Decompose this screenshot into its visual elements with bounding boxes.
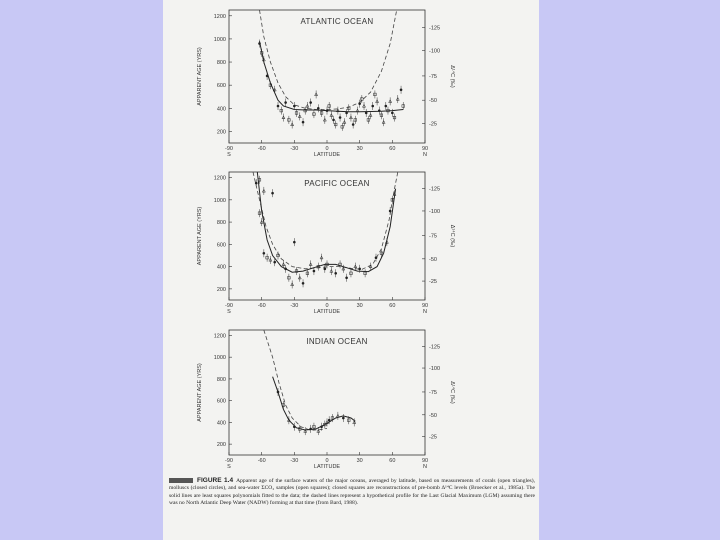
data-point xyxy=(358,100,361,108)
data-point xyxy=(263,249,266,257)
y2-tick-label: -125 xyxy=(429,186,441,193)
x-axis-label: LATITUDE xyxy=(313,309,341,315)
y-axis-label: APPARENT AGE (YRS) xyxy=(197,363,203,422)
data-point xyxy=(262,187,265,195)
point-marker xyxy=(345,112,348,115)
solid-fit-line xyxy=(273,377,356,430)
point-marker xyxy=(375,256,378,259)
figure-charts xyxy=(163,0,539,470)
x-tick-label: 60 xyxy=(389,303,396,309)
data-point xyxy=(354,263,357,271)
y2-tick-label: -25 xyxy=(429,121,437,128)
data-point xyxy=(367,116,370,124)
x-sublabel-south: S xyxy=(227,152,231,158)
data-point xyxy=(389,97,392,105)
x-tick-label: 90 xyxy=(421,146,429,152)
data-point xyxy=(332,116,335,124)
data-point xyxy=(317,104,320,112)
data-point xyxy=(342,414,345,422)
data-point xyxy=(271,189,274,197)
point-marker xyxy=(317,107,320,110)
point-marker xyxy=(302,282,305,285)
data-point xyxy=(339,260,342,268)
x-tick-label: -90 xyxy=(225,303,233,309)
y2-tick-label: -100 xyxy=(429,48,441,55)
data-point xyxy=(334,120,337,128)
data-point xyxy=(298,112,301,120)
data-point xyxy=(324,265,327,273)
plot-frame xyxy=(229,330,425,455)
y-tick-label: 1000 xyxy=(213,355,226,362)
point-marker xyxy=(391,112,394,115)
x-tick-label: -60 xyxy=(257,458,266,464)
data-point xyxy=(313,110,316,118)
x-sublabel-south: S xyxy=(227,309,231,315)
y2-tick-label: -50 xyxy=(429,98,437,105)
point-marker xyxy=(255,182,258,185)
y-tick-label: 800 xyxy=(216,220,226,227)
data-point xyxy=(295,267,298,275)
figure-caption xyxy=(169,477,535,508)
plot-frame xyxy=(229,10,425,143)
data-point xyxy=(309,99,312,107)
data-point xyxy=(402,102,405,110)
data-point xyxy=(374,90,377,98)
data-point xyxy=(380,111,383,119)
point-marker xyxy=(328,419,331,422)
x-tick-label: 60 xyxy=(389,458,396,464)
x-sublabel-south: S xyxy=(227,464,231,470)
y2-tick-label: -75 xyxy=(429,233,437,240)
figure-label: FIGURE 1.4 xyxy=(197,477,234,484)
data-point xyxy=(291,280,294,288)
point-marker xyxy=(277,391,280,394)
point-marker xyxy=(352,123,355,126)
point-marker xyxy=(345,276,348,279)
point-marker xyxy=(263,252,266,255)
data-point xyxy=(369,111,372,119)
y-tick-label: 1000 xyxy=(213,197,226,204)
data-point xyxy=(371,102,374,110)
point-marker xyxy=(293,425,296,428)
y2-tick-label: -100 xyxy=(429,366,441,373)
data-point xyxy=(291,120,294,128)
x-axis-label: LATITUDE xyxy=(313,464,341,470)
data-point xyxy=(323,116,326,124)
point-marker xyxy=(334,272,337,275)
y-tick-label: 600 xyxy=(216,242,226,249)
x-axis-label: LATITUDE xyxy=(313,152,341,158)
data-point xyxy=(339,114,342,122)
data-point xyxy=(302,279,305,287)
x-tick-label: -90 xyxy=(225,458,233,464)
y-tick-label: 200 xyxy=(216,442,226,449)
point-marker xyxy=(339,116,342,119)
data-point xyxy=(363,102,366,110)
chart-panel-2 xyxy=(197,172,456,315)
x-sublabel-north: N xyxy=(423,309,427,315)
data-point xyxy=(328,102,331,110)
data-point xyxy=(365,109,368,117)
point-marker xyxy=(389,210,392,213)
x-sublabel-north: N xyxy=(423,152,427,158)
y-tick-label: 400 xyxy=(216,420,226,427)
data-point xyxy=(260,218,263,226)
data-point xyxy=(326,107,329,115)
data-point xyxy=(266,254,269,262)
data-point xyxy=(293,238,296,246)
y-tick-label: 400 xyxy=(216,106,226,113)
data-point xyxy=(273,86,276,94)
y2-tick-label: -50 xyxy=(429,412,437,419)
data-point xyxy=(320,254,323,262)
x-tick-label: -30 xyxy=(290,303,299,309)
y2-tick-label: -25 xyxy=(429,279,437,286)
data-point xyxy=(309,425,312,433)
x-tick-label: 0 xyxy=(325,146,329,152)
data-point xyxy=(400,86,403,94)
data-point xyxy=(356,107,359,115)
x-tick-label: 60 xyxy=(389,146,396,152)
y-tick-label: 800 xyxy=(216,60,226,67)
chart-title: ATLANTIC OCEAN xyxy=(300,17,374,26)
data-point xyxy=(302,118,305,126)
data-point xyxy=(304,427,307,435)
data-point xyxy=(266,72,269,80)
data-point xyxy=(258,209,261,217)
point-marker xyxy=(358,102,361,105)
y-tick-label: 1200 xyxy=(213,333,226,340)
y-tick-label: 200 xyxy=(216,286,226,293)
y2-tick-label: -75 xyxy=(429,389,437,396)
data-point xyxy=(298,274,301,282)
data-point xyxy=(315,90,318,98)
y-axis-label: APPARENT AGE (YRS) xyxy=(197,47,203,106)
x-tick-label: 30 xyxy=(356,458,363,464)
data-point xyxy=(345,274,348,282)
x-tick-label: 90 xyxy=(421,303,429,309)
data-point xyxy=(269,256,272,264)
point-marker xyxy=(258,42,261,45)
data-point xyxy=(284,99,287,107)
point-marker xyxy=(358,268,361,271)
y-tick-label: 400 xyxy=(216,264,226,271)
y-tick-label: 1200 xyxy=(213,175,226,182)
data-point xyxy=(280,107,283,115)
data-point xyxy=(354,116,357,124)
y2-tick-label: -50 xyxy=(429,256,437,263)
data-point xyxy=(385,102,388,110)
point-marker xyxy=(293,105,296,108)
data-point xyxy=(396,95,399,103)
x-tick-label: -60 xyxy=(257,146,266,152)
point-marker xyxy=(326,109,329,112)
data-point xyxy=(343,118,346,126)
point-marker xyxy=(324,268,327,271)
y-tick-label: 600 xyxy=(216,83,226,90)
y-tick-label: 1000 xyxy=(213,36,226,43)
data-point xyxy=(364,269,367,277)
data-point xyxy=(336,107,339,115)
data-point xyxy=(341,123,344,131)
y2-tick-label: -75 xyxy=(429,73,437,80)
y2-axis-label: Δ¹⁴C (‰) xyxy=(449,381,455,404)
caption-text: Apparent age of the surface waters of the major oceans, averaged by latitude, based on measurements of corals (open triangles), molluscs (closed circles), and sea-water ΣCO₂ samples (open squares); closed squares are reconstructions of pre-bomb Δ¹⁴C levels (Broecker et al., 1985a). The solid lines are least squares polynomials fitted to the data; the dashed lines represent a hypothetical profile for the Last Glacial Maximum (LGM) assuming there was no North Atlantic Deep Water (NADW) forming at that time (from Bard, 1988). xyxy=(169,478,535,507)
data-point xyxy=(382,118,385,126)
data-point xyxy=(347,104,350,112)
point-marker xyxy=(273,261,276,264)
data-point xyxy=(288,274,291,282)
data-point xyxy=(293,423,296,431)
x-tick-label: 0 xyxy=(325,458,329,464)
x-tick-label: -60 xyxy=(257,303,266,309)
y-tick-label: 200 xyxy=(216,129,226,136)
caption-badge xyxy=(169,478,193,483)
point-marker xyxy=(284,268,287,271)
y-axis-label: APPARENT AGE (YRS) xyxy=(197,206,203,266)
point-marker xyxy=(332,119,335,122)
point-marker xyxy=(371,105,374,108)
solid-fit-line xyxy=(260,41,404,112)
point-marker xyxy=(378,109,381,112)
y-tick-label: 800 xyxy=(216,376,226,383)
point-marker xyxy=(293,241,296,244)
data-point xyxy=(334,269,337,277)
point-marker xyxy=(309,101,312,104)
data-point xyxy=(376,97,379,105)
chart-title: PACIFIC OCEAN xyxy=(304,179,370,188)
x-tick-label: 30 xyxy=(356,146,363,152)
point-marker xyxy=(385,105,388,108)
point-marker xyxy=(400,89,403,92)
x-tick-label: 0 xyxy=(325,303,329,309)
point-marker xyxy=(277,105,280,108)
x-sublabel-north: N xyxy=(423,464,427,470)
chart-title: INDIAN OCEAN xyxy=(306,337,368,346)
data-point xyxy=(336,412,339,420)
y2-tick-label: -125 xyxy=(429,25,441,32)
data-point xyxy=(378,107,381,115)
data-point xyxy=(330,267,333,275)
point-marker xyxy=(342,417,345,420)
data-point xyxy=(277,102,280,110)
chart-panel-1 xyxy=(197,10,456,158)
data-point xyxy=(330,111,333,119)
data-point xyxy=(282,114,285,122)
point-marker xyxy=(320,425,323,428)
data-point xyxy=(352,120,355,128)
figure-page xyxy=(163,0,539,540)
data-point xyxy=(284,265,287,273)
point-marker xyxy=(313,270,316,273)
point-marker xyxy=(309,428,312,431)
y2-tick-label: -100 xyxy=(429,208,441,215)
data-point xyxy=(349,114,352,122)
point-marker xyxy=(302,121,305,124)
x-tick-label: -30 xyxy=(290,146,299,152)
y2-tick-label: -125 xyxy=(429,344,441,351)
y-tick-label: 1200 xyxy=(213,13,226,20)
y2-axis-label: Δ¹⁴C (‰) xyxy=(449,65,455,88)
y2-tick-label: -25 xyxy=(429,434,437,441)
point-marker xyxy=(266,75,269,78)
point-marker xyxy=(271,192,274,195)
point-marker xyxy=(365,112,368,115)
point-marker xyxy=(284,101,287,104)
x-tick-label: 90 xyxy=(421,458,429,464)
data-point xyxy=(345,109,348,117)
chart-panel-3 xyxy=(197,330,456,470)
data-point xyxy=(350,269,353,277)
data-point xyxy=(309,260,312,268)
data-point xyxy=(288,116,291,124)
y-tick-label: 600 xyxy=(216,398,226,405)
x-tick-label: -90 xyxy=(225,146,233,152)
y2-axis-label: Δ¹⁴C (‰) xyxy=(449,224,455,248)
data-point xyxy=(393,114,396,122)
x-tick-label: 30 xyxy=(356,303,363,309)
x-tick-label: -30 xyxy=(290,458,299,464)
